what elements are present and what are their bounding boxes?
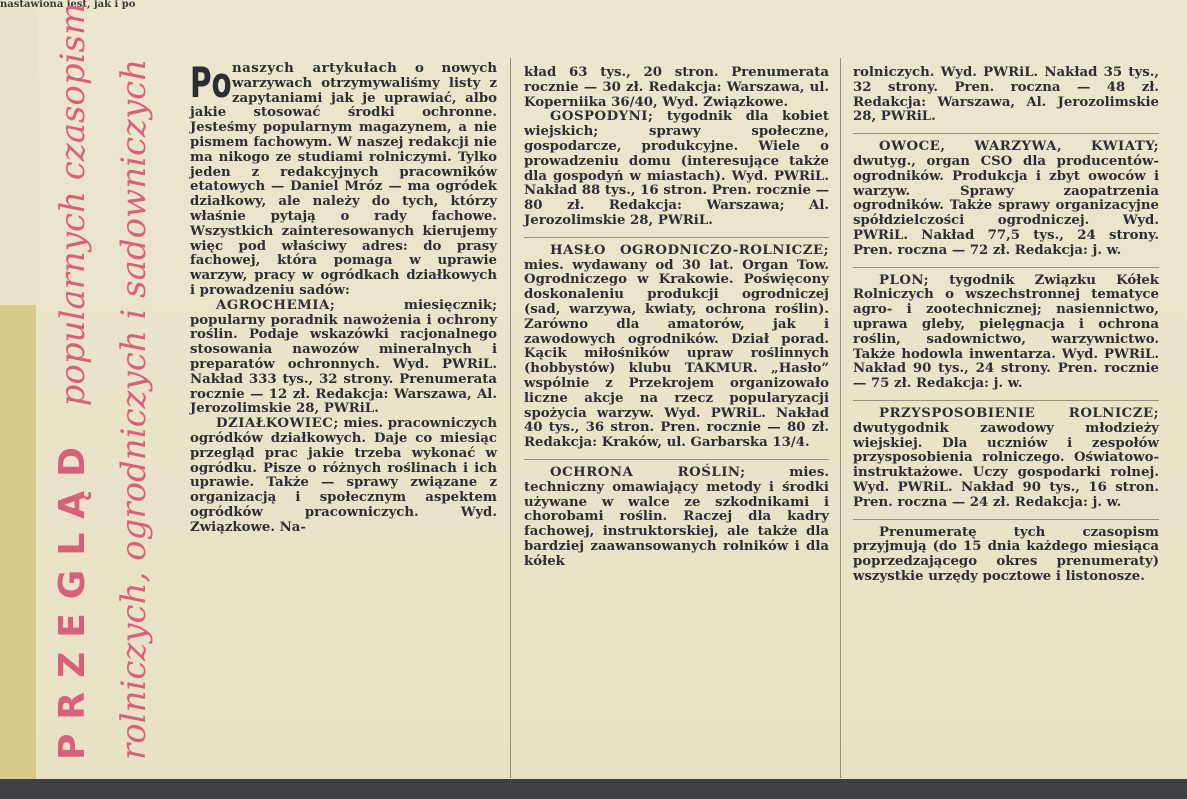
entry-text: miesięcznik; popularny poradnik nawożenia i ochrony roślin. Podaje wskazówki racjonalnego stosowania nawozów mineralnych i preparatów ochronnych. Wyd. PWRiL. Nakład 333 tys., 32 strony. Prenumerata rocznie — 12 zł. Redakcja: Warszawa, Al. Jerozolimskie 28, PWRiL. <box>190 297 497 417</box>
closing-note: Prenumeratę tych czasopism przyjmują (do 15 dnia każdego miesiąca poprzedzającego okres prenumeraty) wszystkie urzędy pocztowe i listonosze. <box>853 524 1159 584</box>
entry-text: mies. wydawany od 30 lat. Organ Tow. Ogrodniczego w Krakowie. Poświęcony doskonaleniu produkcji ogrodniczej (sad, warzywa, kwiaty, ochrona roślin). Zarówno dla amatorów, jak i zawodowych ogrodników. Dział porad. Kącik miłośników upraw roślinnych (hobbystów) klubu TAKMUR. „Hasło” wspólnie z Przekrojem organizowało liczne akcje na rzecz popularyzacji spożycia warzyw. Wyd. PWRiL. Nakład 40 tys., 36 stron. Pren. rocznie — 80 zł. Redakcja: Kraków, ul. Garbarska 13/4. <box>524 257 829 451</box>
entry-name: AGROCHEMIA; <box>216 297 336 313</box>
article-column-2 <box>524 66 829 570</box>
drop-cap: Po <box>190 58 232 107</box>
entry-text: tygodnik dla kobiet wiejskich; sprawy społeczne, gospodarcze, produkcyjne. Wiele o prowadzeniu domu (interesujące także dla gospodyń w miastach). Wyd. PWRiL. Nakład 88 tys., 16 stron. Pren. rocznie — 80 zł. Redakcja: Warszawa; Al. Jerozolimskie 28, PWRiL. <box>524 109 829 228</box>
entry-name: PRZYSPOSOBIENIE ROLNICZE; <box>879 405 1159 421</box>
entry-text: tygodnik Związku Kółek Rolniczych o wszechstronnej tematyce agro- i zootechnicznej; nasiennictwo, uprawa gleby, pielęgnacja i ochrona roślin, sadownictwo, warzywnictwo. Także hodowla inwentarza. Wyd. PWRiL. Nakład 90 tys., 24 strony. Pren. rocznie — 75 zł. Redakcja: j. w. <box>853 272 1159 392</box>
column-rule <box>510 58 511 778</box>
entry-haslo <box>524 244 829 451</box>
entry-dzialkowiec <box>190 417 497 535</box>
bottom-dark-band <box>0 779 1187 799</box>
entry-ochrona <box>524 466 829 570</box>
entry-name: OWOCE, WARZYWA, KWIATY; <box>879 139 1159 155</box>
left-tan-edge <box>0 305 36 799</box>
top-cropped-line: nastawiona jest, jak i po <box>0 0 136 9</box>
intro-paragraph <box>190 58 497 299</box>
divider <box>853 133 1159 134</box>
entry-owoce <box>853 140 1159 258</box>
intro-bold: naszych artykułach <box>232 61 398 76</box>
divider <box>524 237 829 238</box>
intro-text: o nowych warzywach otrzymywaliśmy listy z zapytaniami jak je uprawiać, albo jakie stosować środki ochronne. Jesteśmy popularnym magazynem, a nie pismem fachowym. W naszej redakcji nie ma nikogo ze studiami rolniczymi. Tylko jeden z redakcyjnych pracowników etatowych — Daniel Mróz — ma ogródek działkowy, ale należy do tych, którzy właśnie pytają o rady fachowe. Wszystkich zainteresowanych kierujemy więc pod właściwy adres: do prasy fachowej, która pomaga w uprawie warzyw, pracy w ogródkach działkowych i prowadzeniu sadów: <box>190 61 497 298</box>
entry-name: PLON; <box>879 272 930 288</box>
vertical-title-line-2: rolniczych, ogrodniczych i sadowniczych <box>114 58 154 760</box>
entry-agrochemia <box>190 299 497 417</box>
entry-text: mies. techniczny omawiający metody i środki używane w walce ze szkodnikami i chorobami roślin. Raczej dla kadry fachowej, instruktorskiej, ale także dla bardziej zaawansowanych rolników i dla kółek <box>524 464 829 569</box>
entry-name: GOSPODYNI; <box>550 109 654 125</box>
divider <box>853 400 1159 401</box>
article-column-1 <box>190 58 497 536</box>
continuation: rolniczych. Wyd. PWRiL. Nakład 35 tys., 32 strony. Pren. roczna — 48 zł. Redakcja: Warszawa, Al. Jerozolimskie 28, PWRiL. <box>853 65 1159 125</box>
divider <box>853 267 1159 268</box>
divider <box>853 519 1159 520</box>
title-rest: popularnych czasopism <box>53 2 93 407</box>
entry-gospodyni <box>524 110 829 228</box>
entry-plon <box>853 274 1159 392</box>
continuation: kład 63 tys., 20 stron. Prenumerata rocznie — 30 zł. Redakcja: Warszawa, ul. Koperniika 36/40, Wyd. Związkowe. <box>524 65 829 110</box>
title-word: PRZEGLĄD <box>52 432 93 760</box>
entry-przysposobienie <box>853 407 1159 511</box>
entry-name: DZIAŁKOWIEC; <box>216 416 339 432</box>
entry-text: dwutygodnik zawodowy młodzieży wiejskiej. Dla uczniów i zespołów przysposobienia rolniczego. Oświatowo-instruktażowe. Uczy gospodarki rolnej. Wyd. PWRiL. Nakład 90 tys., 16 stron. Pren. roczna — 24 zł. Redakcja: j. w. <box>853 420 1159 510</box>
entry-name: HASŁO OGRODNICZO-ROLNICZE; <box>550 242 829 258</box>
entry-text: dwutyg., organ CSO dla producentów-ogrodników. Produkcja i zbyt owoców i warzyw. Sprawy zaopatrzenia ogrodników. Także sprawy organizacyjne spółdzielczości ogrodniczej. Wyd. PWRiL. Nakład 77,5 tys., 24 strony. Pren. roczna — 72 zł. Redakcja: j. w. <box>853 153 1159 258</box>
entry-text: mies. pracowniczych ogródków działkowych. Daje co miesiąc przegląd prac jakie trzeba wykonać w ogródku. Pisze o różnych roślinach i ich uprawie. Także — sprawy związane z organizacją i społecznym aspektem ogródków pracowniczych. Wyd. Związkowe. Na- <box>190 416 497 535</box>
article-column-3 <box>853 66 1159 585</box>
vertical-title-line-1 <box>52 3 93 760</box>
column-rule <box>840 58 841 778</box>
divider <box>524 459 829 460</box>
entry-name: OCHRONA ROŚLIN; <box>550 464 746 480</box>
